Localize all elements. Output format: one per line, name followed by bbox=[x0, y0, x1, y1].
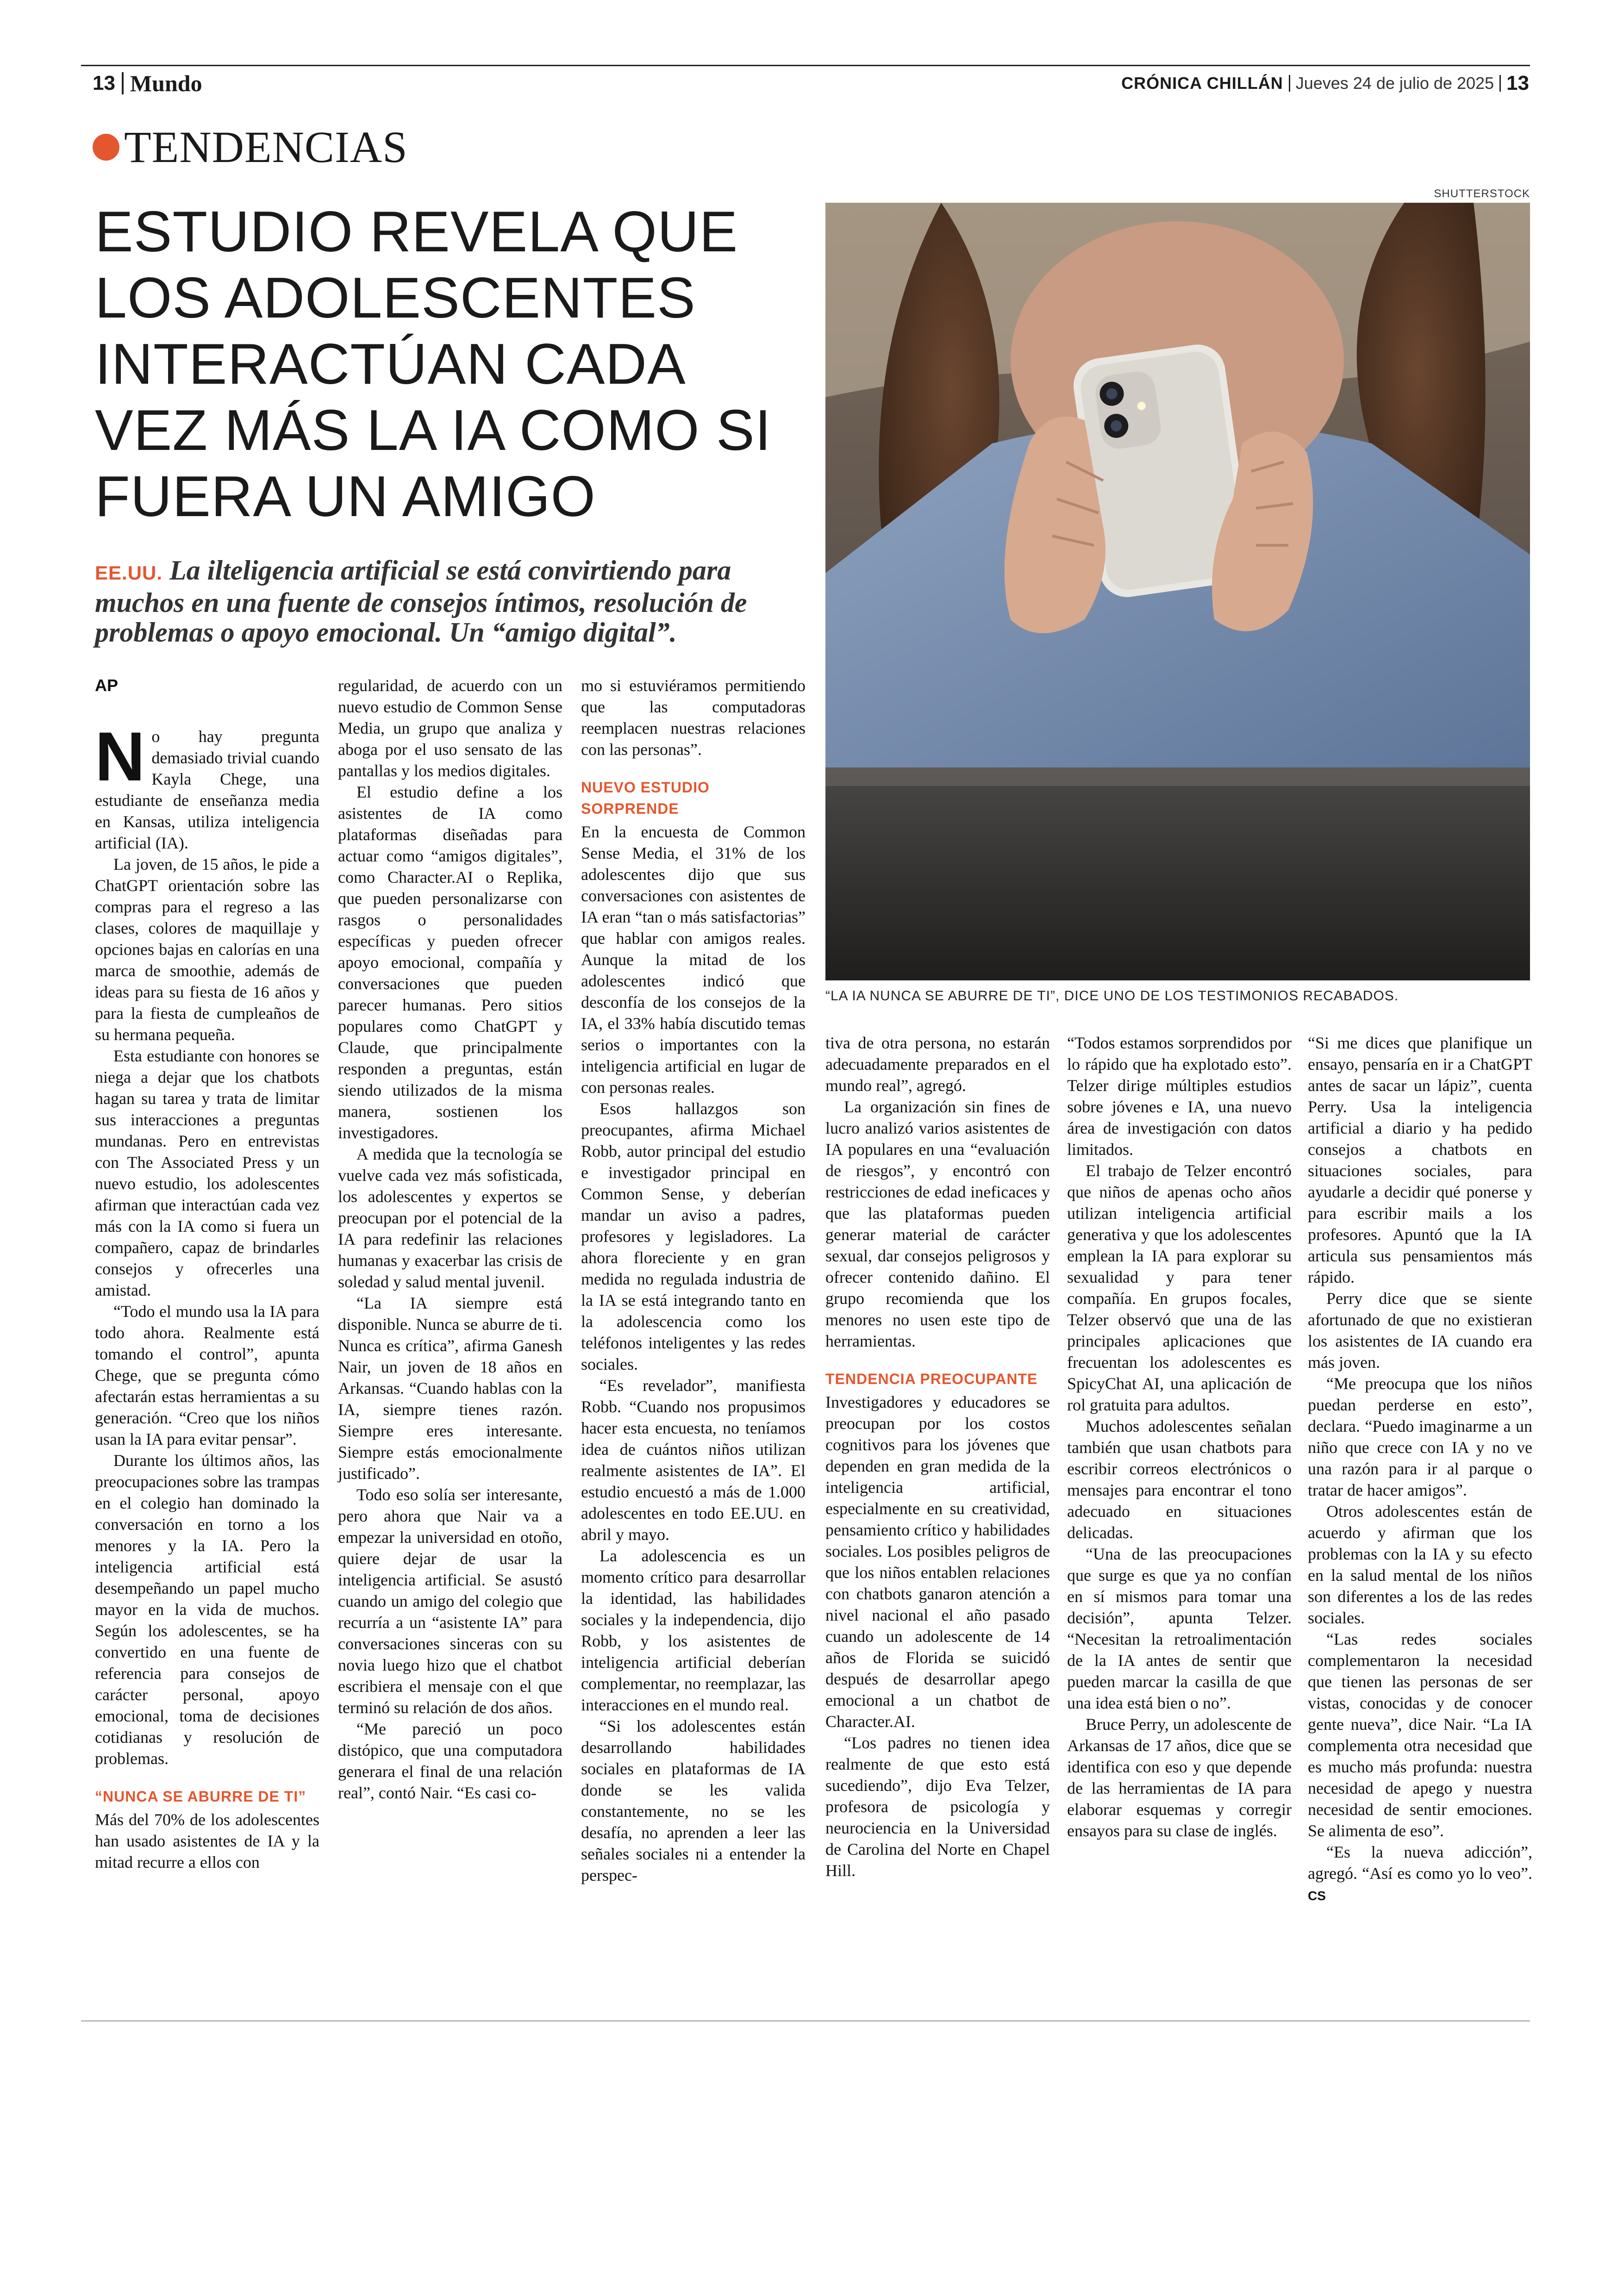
paragraph: “Todo el mundo usa la IA para todo ahora. Realmente está tomando el control”, apunta Chege, que se pregunta cómo afectarán estas herramientas a su generación. “Creo que los niños usan la IA para evitar pensar”. bbox=[95, 1302, 319, 1448]
article-column-2 bbox=[338, 675, 562, 1803]
subheading: NUEVO ESTUDIO SORPRENDE bbox=[581, 779, 710, 817]
header-right bbox=[1121, 69, 1529, 97]
dateline-place: EE.UU. bbox=[95, 562, 163, 584]
photo-caption: “LA IA NUNCA SE ABURRE DE TI”, DICE UNO DE LOS TESTIMONIOS RECABADOS. bbox=[825, 988, 1399, 1004]
paragraph: Investigadores y educadores se preocupan por los costos cognitivos para los jóvenes que dependen en gran medida de la inteligencia artificial, especialmente en su creatividad, pensamiento crítico y habilidades sociales. Los posibles peligros de que los niños entablen relaciones con chatbots ganaron atención a nivel nacional el año pasado cuando un adolescente de 14 años de Florida se suicidó después de desarrollar apego emocional a un chatbot de Character.AI. bbox=[825, 1393, 1050, 1731]
top-rule bbox=[81, 65, 1530, 66]
paragraph: Todo eso solía ser interesante, pero ahora que Nair va a empezar la universidad en otoño, quiere dejar de usar la inteligencia artificial. Se asustó cuando un amigo del colegio que recurría a un “asistente IA” para conversaciones sinceras con su novia luego hizo que el chatbot escribiera el mensaje con el que terminó su relación de dos años. bbox=[338, 1485, 562, 1717]
article-photo bbox=[825, 203, 1530, 980]
drop-cap: N bbox=[95, 717, 145, 795]
headline-line: VEZ MÁS LA IA COMO SI bbox=[95, 399, 772, 462]
lead-text: La ilteligencia artificial se está convirtiendo para muchos en una fuente de consejos íntimos, resolución de problemas o apoyo emocional. Un “amigo digital”. bbox=[95, 555, 747, 648]
paragraph: “Los padres no tienen idea realmente de que esto está sucediendo”, dijo Eva Telzer, profesora de psicología y neurociencia en la Universidad de Carolina del Norte en Chapel Hill. bbox=[825, 1734, 1050, 1880]
photo-credit: SHUTTERSTOCK bbox=[1434, 187, 1530, 200]
paragraph: tiva de otra persona, no estarán adecuadamente preparados en el mundo real”, agregó. bbox=[825, 1034, 1050, 1095]
paragraph bbox=[1308, 1841, 1532, 1907]
headline-line: LOS ADOLESCENTES bbox=[95, 266, 696, 330]
paragraph: Durante los últimos años, las preocupaciones sobre las trampas en el colegio han dominado la conversación en torno a los menores y la IA. Pero la inteligencia artificial está desempeñando un papel mucho mayor en la vida de muchos. Según los adolescentes, se ha convertido en una fuente de referencia para consejos de carácter personal, apoyo emocional, toma de decisiones cotidianas y resolución de problemas. bbox=[95, 1451, 319, 1768]
page-number-right: 13 bbox=[1506, 72, 1529, 94]
kicker-text: TENDENCIAS bbox=[124, 122, 408, 172]
paragraph: Perry dice que se siente afortunado de que no existieran los asistentes de IA cuando era más joven. bbox=[1308, 1289, 1532, 1372]
header-divider bbox=[1499, 75, 1501, 92]
paragraph: La joven, de 15 años, le pide a ChatGPT orientación sobre las compras para el regreso a las clases, colores de maquillaje y opciones bajas en calorías en una marca de smoothie, además de ideas para su fiesta de 16 años y para la fiesta de cumpleaños de su hermana pequeña. bbox=[95, 855, 319, 1044]
headline-line: ESTUDIO REVELA QUE bbox=[95, 200, 738, 264]
article-column-4 bbox=[825, 1032, 1050, 1881]
header-divider bbox=[1289, 75, 1290, 92]
end-mark-icon: CS bbox=[1308, 1889, 1326, 1903]
paragraph: Más del 70% de los adolescentes han usado asistentes de IA y la mitad recurre a ellos con bbox=[95, 1810, 319, 1871]
header-left bbox=[93, 69, 202, 97]
paragraph: Esta estudiante con honores se niega a dejar que los chatbots hagan su tarea y trata de limitar sus interacciones a preguntas mundanas. Pero en entrevistas con The Associated Press y un nuevo estudio, los adolescentes afirman que interactúan cada vez más con la IA como si fuera un compañero, capaz de brindarles consejos y ofrecerles una amistad. bbox=[95, 1047, 319, 1299]
paragraph: “Una de las preocupaciones que surge es que ya no confían en sí mismos para tomar una decisión”, apunta Telzer. “Necesitan la retroalimentación de la IA antes de sentir que pueden marcar la casilla de que una idea está bien o no”. bbox=[1067, 1545, 1292, 1712]
paragraph: En la encuesta de Common Sense Media, el 31% de los adolescentes dijo que sus conversaciones con asistentes de IA eran “tan o más satisfactorias” que hablar con amigos reales. Aunque la mitad de los adolescentes indicó que desconfía de los consejos de la IA, el 33% había discutido temas serios o importantes con la inteligencia artificial en lugar de con personas reales. bbox=[581, 823, 806, 1097]
page-number-left: 13 bbox=[93, 72, 115, 94]
paragraph: La organización sin fines de lucro analizó varios asistentes de IA populares en una “evaluación de riesgos”, y encontró con restricciones de edad ineficaces y que las plataformas pueden generar material de carácter sexual, dar consejos peligrosos y ofrecer contenido dañino. El grupo recomienda que los menores no usen este tipo de herramientas. bbox=[825, 1098, 1050, 1350]
paragraph: “Todos estamos sorprendidos por lo rápido que ha explotado esto”. Telzer dirige múltiples estudios sobre jóvenes e IA, una nuevo área de investigación con datos limitados. bbox=[1067, 1034, 1292, 1159]
article-column-3 bbox=[581, 675, 806, 1886]
paragraph: La adolescencia es un momento crítico para desarrollar la identidad, las habilidades sociales y la independencia, dijo Robb, y los asistentes de inteligencia artificial deberían complementar, no reemplazar, las interacciones en el mundo real. bbox=[581, 1547, 806, 1714]
paragraph: regularidad, de acuerdo con un nuevo estudio de Common Sense Media, un grupo que analiza y aboga por el uso sensato de las pantallas y los medios digitales. bbox=[338, 676, 562, 780]
paragraph-text: o hay pregunta demasiado trivial cuando Kayla Chege, una estudiante de enseñanza media en Kansas, utiliza inteligencia artificial (IA). bbox=[95, 727, 319, 852]
lead-paragraph bbox=[95, 555, 789, 647]
paragraph: Muchos adolescentes señalan también que usan chatbots para escribir correos electrónicos o mensajes para encontrar el tono adecuado en situaciones delicadas. bbox=[1067, 1417, 1292, 1542]
header-divider bbox=[122, 72, 124, 94]
subheading: TENDENCIA PREOCUPANTE bbox=[825, 1371, 1038, 1387]
section-kicker bbox=[93, 122, 408, 172]
teen-holding-phone-image bbox=[825, 203, 1530, 980]
paragraph: El trabajo de Telzer encontró que niños de apenas ocho años utilizan inteligencia artificial generativa y que los adolescentes emplean la IA para explorar su sexualidad y para tener compañía. En grupos focales, Telzer observó que una de las principales aplicaciones que frecuentan los adolescentes es SpicyChat AI, una aplicación de rol gratuita para adultos. bbox=[1067, 1161, 1292, 1414]
paragraph: “Me preocupa que los niños puedan perderse en esto”, declara. “Puedo imaginarme a un niño que crece con IA y no ve una razón para ir al parque o tratar de hacer amigos”. bbox=[1308, 1374, 1532, 1499]
paragraph: “Las redes sociales complementaron la necesidad que tienen las personas de ser vistas, conocidas y de conocer gente nueva”, dice Nair. “La IA complementa otra necesidad que es mucho más profunda: nuestra necesidad de apego y nuestra necesidad de sentir emociones. Se alimenta de eso”. bbox=[1308, 1630, 1532, 1840]
paragraph: A medida que la tecnología se vuelve cada vez más sofisticada, los adolescentes y expertos se preocupan por el potencial de la IA para redefinir las relaciones humanas y exacerbar las crisis de soledad y salud mental juvenil. bbox=[338, 1145, 562, 1291]
paragraph: mo si estuviéramos permitiendo que las computadoras reemplacen nuestras relaciones con las personas”. bbox=[581, 676, 806, 759]
first-paragraph bbox=[95, 717, 319, 854]
kicker-dot-icon bbox=[93, 134, 119, 161]
paragraph: “Si los adolescentes están desarrollando habilidades sociales en plataformas de IA donde se les valida constantemente, no se les desafía, no aprenden a leer las señales sociales ni a entender la perspec- bbox=[581, 1717, 806, 1884]
newspaper-name: CRÓNICA CHILLÁN bbox=[1121, 74, 1283, 93]
paragraph-text: “Es la nueva adicción”, agregó. “Así es como yo lo veo”. bbox=[1308, 1843, 1532, 1883]
paragraph: Bruce Perry, un adolescente de Arkansas de 17 años, dice que se identifica con eso y que depende de las herramientas de IA para elaborar esquemas y corregir ensayos para su clase de inglés. bbox=[1067, 1715, 1292, 1840]
headline-line: INTERACTÚAN CADA bbox=[95, 332, 686, 396]
article-column-1 bbox=[95, 675, 319, 1873]
section-name: Mundo bbox=[130, 70, 202, 96]
paragraph: Otros adolescentes están de acuerdo y afirman que los problemas con la IA y su efecto en la salud mental de los niños son diferentes a los de las redes sociales. bbox=[1308, 1502, 1532, 1627]
byline: AP bbox=[95, 676, 119, 695]
paragraph: “La IA siempre está disponible. Nunca se aburre de ti. Nunca es crítica”, afirma Ganesh Nair, un joven de 18 años en Arkansas. “Cuando hablas con la IA, siempre tienes razón. Siempre eres interesante. Siempre estás emocionalmente justificado”. bbox=[338, 1294, 562, 1483]
paragraph: “Es revelador”, manifiesta Robb. “Cuando nos propusimos hacer esta encuesta, no teníamos idea de cuántos niños utilizan realmente asistentes de IA”. El estudio encuestó a más de 1.000 adolescentes en todo EE.UU. en abril y mayo. bbox=[581, 1376, 806, 1544]
paragraph: Esos hallazgos son preocupantes, afirma Michael Robb, autor principal del estudio e investigador principal en Common Sense, y deberían mandar un aviso a padres, profesores y legisladores. La ahora floreciente y en gran medida no regulada industria de la IA se está integrando tanto en la adolescencia como los teléfonos inteligentes y las redes sociales. bbox=[581, 1099, 806, 1373]
paragraph: “Si me dices que planifique un ensayo, pensaría en ir a ChatGPT antes de sacar un lápiz”, cuenta Perry. Usa la inteligencia artificial a diario y ha pedido consejos a chatbots en situaciones sociales, para ayudarle a decidir qué ponerse y para escribir mails a los profesores. Apuntó que la IA articula sus pensamientos más rápido. bbox=[1308, 1034, 1532, 1286]
article-column-6 bbox=[1308, 1032, 1532, 1907]
issue-date: Jueves 24 de julio de 2025 bbox=[1295, 74, 1494, 93]
article-column-5 bbox=[1067, 1032, 1292, 1841]
headline-line: FUERA UN AMIGO bbox=[95, 465, 596, 529]
paragraph: El estudio define a los asistentes de IA como plataformas diseñadas para actuar como “amigos digitales”, como Character.AI o Replika, que pueden personalizarse con rasgos o personalidades específicas y pueden ofrecer apoyo emocional, compañía y conversaciones que pueden parecer humanas. Pero sitios populares como ChatGPT y Claude, que principalmente responden a preguntas, están siendo utilizados de la misma manera, sostienen los investigadores. bbox=[338, 783, 562, 1142]
headline bbox=[95, 199, 789, 530]
subheading: “NUNCA SE ABURRE DE TI” bbox=[95, 1788, 306, 1805]
paragraph: “Me pareció un poco distópico, que una computadora generara el final de una relación real”, contó Nair. “Es casi co- bbox=[338, 1720, 562, 1802]
